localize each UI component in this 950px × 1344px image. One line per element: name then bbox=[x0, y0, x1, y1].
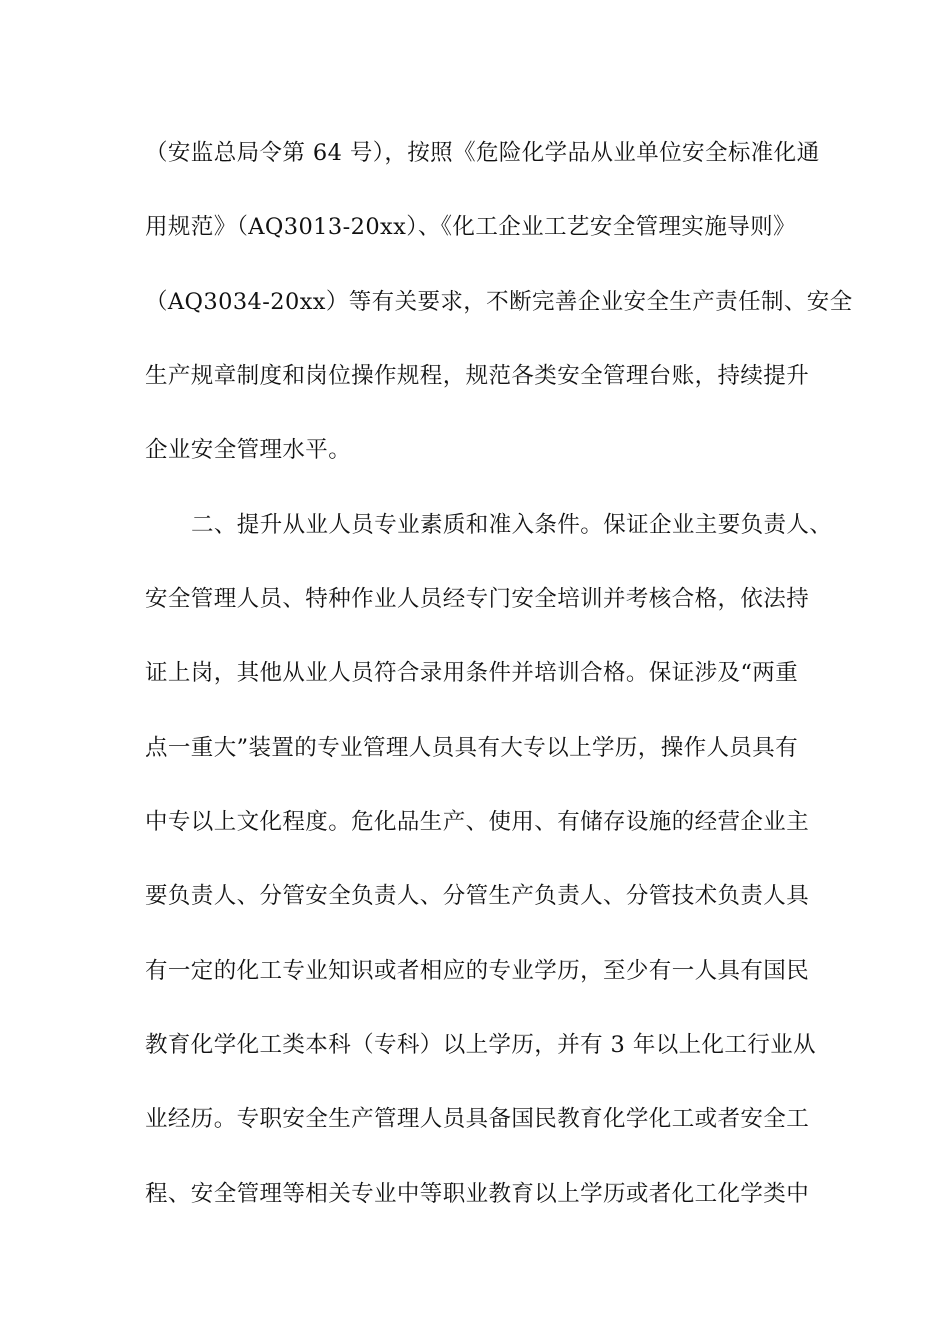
text-line-11: 要负责人、分管安全负责人、分管生产负责人、分管技术负责人具 bbox=[145, 883, 810, 909]
text-line-8: 证上岗，其他从业人员符合录用条件并培训合格。保证涉及“两重 bbox=[145, 660, 799, 686]
text-line-4: 生产规章制度和岗位操作规程，规范各类安全管理台账，持续提升 bbox=[145, 363, 810, 389]
text-line-1: （安监总局令第 64 号），按照《危险化学品从业单位安全标准化通 bbox=[145, 140, 820, 166]
text-line-3: （AQ3034-20xx）等有关要求，不断完善企业安全生产责任制、安全 bbox=[145, 289, 853, 315]
text-line-12: 有一定的化工专业知识或者相应的专业学历，至少有一人具有国民 bbox=[145, 958, 810, 984]
text-line-14: 业经历。专职安全生产管理人员具备国民教育化学化工或者安全工 bbox=[145, 1106, 810, 1132]
text-line-13: 教育化学化工类本科（专科）以上学历，并有 3 年以上化工行业从 bbox=[145, 1032, 817, 1058]
text-line-5: 企业安全管理水平。 bbox=[145, 437, 352, 463]
text-line-7: 安全管理人员、特种作业人员经专门安全培训并考核合格，依法持 bbox=[145, 586, 810, 612]
text-line-15: 程、安全管理等相关专业中等职业教育以上学历或者化工化学类中 bbox=[145, 1181, 810, 1207]
text-line-9: 点一重大”装置的专业管理人员具有大专以上学历，操作人员具有 bbox=[145, 735, 799, 761]
text-line-10: 中专以上文化程度。危化品生产、使用、有储存设施的经营企业主 bbox=[145, 809, 810, 835]
text-line-2: 用规范》（AQ3013-20xx）、《化工企业工艺安全管理实施导则》 bbox=[145, 214, 796, 240]
paragraph-heading-line: 二、提升从业人员专业素质和准入条件。保证企业主要负责人、 bbox=[191, 512, 833, 538]
